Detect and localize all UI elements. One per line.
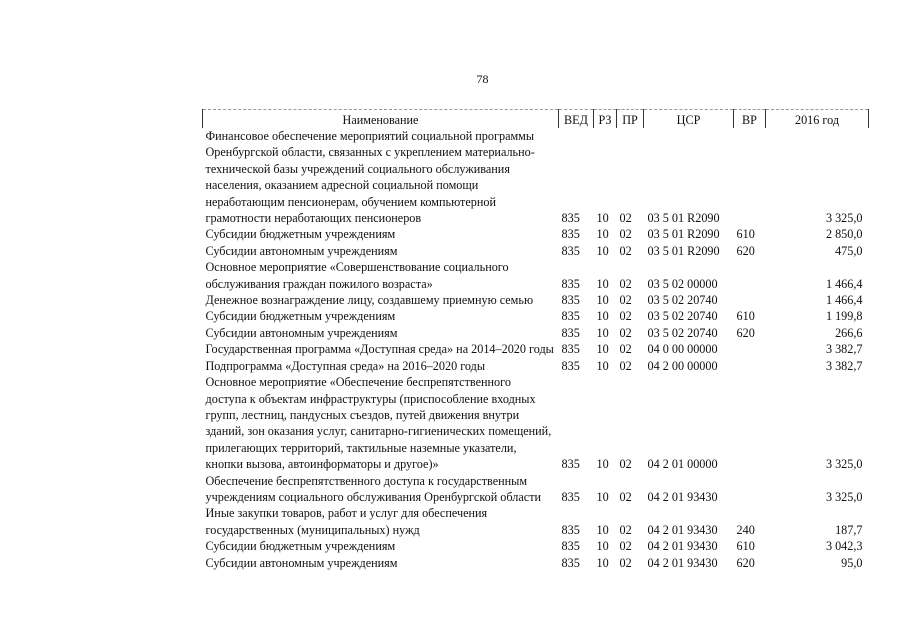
header-ved: ВЕД	[559, 110, 594, 129]
row-name: Денежное вознаграждение лицу, создавшему приемную семью	[205, 293, 534, 308]
row-name: Подпрограмма «Доступная среда» на 2016–2020 годы	[205, 358, 486, 373]
row-value: 2 850,0	[825, 227, 863, 242]
table-row	[203, 259, 869, 292]
row-csr: 03 5 02 20740	[647, 309, 718, 324]
row-pr: 02	[619, 293, 632, 308]
header-name: Наименование	[203, 110, 559, 129]
row-csr: 04 0 00 00000	[647, 342, 718, 357]
row-vr	[734, 292, 766, 308]
row-ved: 835	[561, 539, 580, 554]
row-rz: 10	[596, 457, 609, 472]
table-row	[203, 358, 869, 374]
row-value: 475,0	[835, 243, 863, 258]
row-value: 1 199,8	[825, 309, 863, 324]
row-value: 1 466,4	[825, 293, 863, 308]
row-csr: 03 5 01 R2090	[647, 243, 720, 258]
row-rz: 10	[596, 211, 609, 226]
row-rz: 10	[596, 276, 609, 291]
row-ved: 835	[561, 243, 580, 258]
row-ved: 835	[561, 342, 580, 357]
row-ved: 835	[561, 457, 580, 472]
row-name: Обеспечение беспрепятственного доступа к государственным учреждениям социального обслуживания Оренбургской области	[205, 473, 542, 504]
row-name: Субсидии автономным учреждениям	[205, 243, 398, 258]
row-rz: 10	[596, 309, 609, 324]
row-name: Субсидии автономным учреждениям	[205, 325, 398, 340]
row-rz: 10	[596, 555, 609, 570]
row-ved: 835	[561, 555, 580, 570]
row-csr: 04 2 01 93430	[647, 522, 718, 537]
header-year: 2016 год	[766, 110, 869, 129]
row-pr: 02	[619, 309, 632, 324]
row-vr: 610	[736, 227, 755, 242]
budget-table	[202, 109, 869, 571]
row-csr: 04 2 01 93430	[647, 555, 718, 570]
row-vr: 610	[736, 309, 755, 324]
table-row	[203, 505, 869, 538]
row-csr: 03 5 02 00000	[647, 276, 718, 291]
row-vr	[734, 128, 766, 226]
header-pr: ПР	[617, 110, 644, 129]
row-name: Субсидии автономным учреждениям	[205, 555, 398, 570]
row-value: 3 325,0	[825, 211, 863, 226]
table-row	[203, 538, 869, 554]
table-row	[203, 555, 869, 571]
row-vr: 620	[736, 325, 755, 340]
table-row	[203, 128, 869, 226]
table-row	[203, 473, 869, 506]
row-csr: 04 2 01 93430	[647, 539, 718, 554]
row-name: Субсидии бюджетным учреждениям	[205, 227, 396, 242]
row-ved: 835	[561, 325, 580, 340]
row-vr	[734, 259, 766, 292]
row-ved: 835	[561, 522, 580, 537]
row-rz: 10	[596, 489, 609, 504]
row-vr	[734, 341, 766, 357]
table-row	[203, 308, 869, 324]
row-rz: 10	[596, 243, 609, 258]
header-csr: ЦСР	[644, 110, 734, 129]
row-name: Субсидии бюджетным учреждениям	[205, 309, 396, 324]
row-pr: 02	[619, 358, 632, 373]
row-rz: 10	[596, 293, 609, 308]
row-value: 3 382,7	[825, 342, 863, 357]
row-value: 3 382,7	[825, 358, 863, 373]
row-name: Субсидии бюджетным учреждениям	[205, 539, 396, 554]
row-rz: 10	[596, 522, 609, 537]
row-pr: 02	[619, 342, 632, 357]
row-ved: 835	[561, 211, 580, 226]
row-pr: 02	[619, 325, 632, 340]
row-pr: 02	[619, 555, 632, 570]
row-pr: 02	[619, 243, 632, 258]
row-pr: 02	[619, 522, 632, 537]
row-csr: 04 2 01 93430	[647, 489, 718, 504]
row-name: Государственная программа «Доступная среда» на 2014–2020 годы	[205, 342, 554, 357]
row-rz: 10	[596, 325, 609, 340]
table-header-row	[203, 110, 869, 129]
row-ved: 835	[561, 227, 580, 242]
row-name: Иные закупки товаров, работ и услуг для обеспечения государственных (муниципальных) нужд	[205, 506, 488, 537]
row-rz: 10	[596, 227, 609, 242]
table-body	[203, 128, 869, 571]
table-row	[203, 374, 869, 472]
row-value: 3 325,0	[825, 457, 863, 472]
table-row	[203, 341, 869, 357]
table-row	[203, 243, 869, 259]
row-vr	[734, 473, 766, 506]
row-csr: 03 5 01 R2090	[647, 227, 720, 242]
row-value: 266,6	[835, 325, 863, 340]
row-vr	[734, 358, 766, 374]
row-vr	[734, 374, 766, 472]
row-rz: 10	[596, 358, 609, 373]
row-name: Основное мероприятие «Обеспечение беспрепятственного доступа к объектам инфраструктуры (приспособление входных групп, лестниц, пандусных съездов, путей движения внутри зданий, зон оказания услуг, санитарно-гигиенических помещений, прилегающих территорий, тактильные наземные указатели, кнопки вызова, автоинформаторы и другое)»	[205, 375, 552, 472]
row-vr: 620	[736, 555, 755, 570]
row-rz: 10	[596, 539, 609, 554]
table-row	[203, 292, 869, 308]
row-value: 1 466,4	[825, 276, 863, 291]
row-pr: 02	[619, 211, 632, 226]
row-csr: 04 2 01 00000	[647, 457, 718, 472]
row-csr: 03 5 02 20740	[647, 325, 718, 340]
row-vr: 610	[736, 539, 755, 554]
row-pr: 02	[619, 539, 632, 554]
row-ved: 835	[561, 358, 580, 373]
row-value: 95,0	[841, 555, 863, 570]
row-ved: 835	[561, 489, 580, 504]
header-rz: РЗ	[594, 110, 617, 129]
row-name: Основное мероприятие «Совершенствование социального обслуживания граждан пожилого возраста»	[205, 260, 509, 291]
row-rz: 10	[596, 342, 609, 357]
row-csr: 03 5 01 R2090	[647, 211, 720, 226]
row-ved: 835	[561, 293, 580, 308]
row-pr: 02	[619, 489, 632, 504]
row-vr: 620	[736, 243, 755, 258]
row-ved: 835	[561, 309, 580, 324]
row-pr: 02	[619, 276, 632, 291]
row-csr: 03 5 02 20740	[647, 293, 718, 308]
row-value: 187,7	[835, 522, 863, 537]
row-ved: 835	[561, 276, 580, 291]
header-vr: ВР	[734, 110, 766, 129]
row-value: 3 042,3	[825, 539, 863, 554]
row-name: Финансовое обеспечение мероприятий социальной программы Оренбургской области, связанных с укреплением материально-технической базы учреждений социального обслуживания населения, оказанием адресной социальной помощи неработающим пенсионерам, обучением компьютерной грамотности неработающих пенсионеров	[205, 129, 535, 226]
row-pr: 02	[619, 227, 632, 242]
table-row	[203, 226, 869, 242]
row-csr: 04 2 00 00000	[647, 358, 718, 373]
table-row	[203, 325, 869, 341]
row-pr: 02	[619, 457, 632, 472]
row-value: 3 325,0	[825, 489, 863, 504]
page-number: 78	[476, 72, 489, 86]
row-vr: 240	[736, 522, 755, 537]
